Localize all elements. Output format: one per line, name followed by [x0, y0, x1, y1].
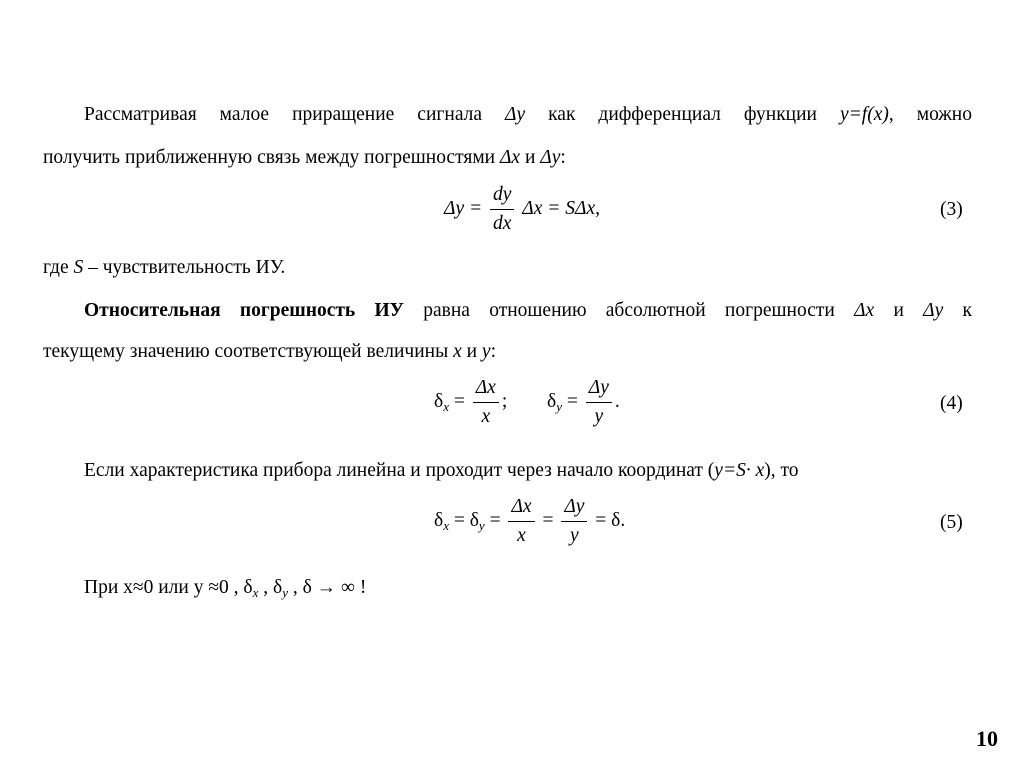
linear-expression: y=S· x	[714, 460, 765, 481]
fraction-numerator: Δx	[508, 496, 534, 522]
delta-x: Δx	[854, 300, 875, 321]
text: Если характеристика прибора линейна и проходит через начало координат (	[84, 460, 715, 481]
paragraph-relative-error-line2	[43, 332, 972, 372]
equals-delta-end: = δ.	[595, 509, 626, 531]
equation-3	[444, 184, 600, 235]
text: как дифференциал функции	[525, 104, 840, 125]
text: и	[520, 147, 541, 168]
fraction-numerator: Δx	[473, 377, 499, 403]
text: :	[560, 147, 566, 168]
text: получить приближенную связь между погрешностями	[43, 147, 500, 168]
text: , δ → ∞ !	[287, 577, 367, 598]
delta-y: Δy	[923, 300, 944, 321]
text: – чувствительность ИУ.	[83, 257, 286, 278]
paragraph-where	[43, 248, 972, 288]
eq4-fraction-x	[473, 377, 499, 428]
fraction-numerator: dy	[490, 184, 514, 210]
bold-term: Относительная погрешность ИУ	[84, 300, 404, 321]
symbol-y: y	[481, 341, 491, 362]
delta-symbol: δ	[547, 390, 557, 412]
equals: =	[453, 390, 465, 412]
delta-symbol: δ	[434, 390, 444, 412]
delta-symbol: δ	[434, 509, 444, 531]
equation-number-5: (5)	[940, 512, 963, 533]
eq3-lhs: Δy =	[444, 197, 483, 219]
equals: =	[489, 509, 501, 531]
paragraph-linear	[43, 451, 972, 491]
delta-y: Δy	[505, 104, 526, 125]
function-expression: y=f(x)	[839, 104, 889, 125]
text: и	[461, 341, 482, 362]
text: Рассматривая малое приращение сигнала	[84, 104, 506, 125]
equals-delta: = δ	[448, 509, 479, 531]
text: :	[490, 341, 496, 362]
text: к	[943, 300, 972, 321]
equals: =	[542, 509, 554, 531]
fraction-denominator: y	[570, 525, 579, 546]
subscript-x: x	[443, 517, 449, 533]
paragraph-relative-error-line1	[43, 291, 972, 331]
equation-5	[434, 496, 625, 547]
fraction-denominator: y	[594, 406, 604, 427]
symbol-x: x	[453, 341, 462, 362]
text: равна отношению абсолютной погрешности	[403, 300, 855, 321]
subscript-x: x	[443, 398, 449, 414]
text: и	[874, 300, 924, 321]
text: где	[43, 257, 74, 278]
equation-4	[434, 377, 620, 428]
period: .	[614, 390, 620, 412]
equals: =	[566, 390, 578, 412]
eq3-rhs: Δx = SΔx,	[522, 197, 601, 219]
delta-x: Δx	[499, 147, 521, 168]
eq4-fraction-y	[586, 377, 612, 428]
subscript-x: x	[252, 585, 259, 600]
fraction-denominator: x	[481, 406, 491, 427]
text: текущему значению соответствующей величины	[43, 341, 454, 362]
subscript-y: y	[556, 398, 562, 414]
page-number: 10	[976, 726, 998, 751]
semicolon: ;	[501, 390, 508, 412]
text: ), то	[764, 460, 799, 481]
equation-number-3: (3)	[940, 199, 963, 220]
eq5-fraction-x	[508, 496, 534, 547]
delta-y: Δy	[540, 147, 561, 168]
eq5-fraction-y	[561, 496, 587, 547]
symbol-s: S	[73, 257, 84, 278]
paragraph-limit	[43, 568, 972, 613]
eq3-fraction	[490, 184, 514, 235]
paragraph-intro-line1	[43, 95, 972, 135]
text: , δ	[258, 577, 283, 598]
text: , можно	[888, 104, 972, 125]
text: При x≈0 или y ≈0 , δ	[84, 577, 253, 598]
equation-number-4: (4)	[940, 393, 963, 414]
subscript-y: y	[282, 585, 288, 600]
fraction-numerator: Δy	[561, 496, 587, 522]
paragraph-intro-line2	[43, 138, 972, 178]
fraction-denominator: x	[517, 525, 526, 546]
fraction-numerator: Δy	[586, 377, 612, 403]
fraction-denominator: dx	[493, 213, 512, 234]
subscript-y: y	[478, 517, 485, 533]
